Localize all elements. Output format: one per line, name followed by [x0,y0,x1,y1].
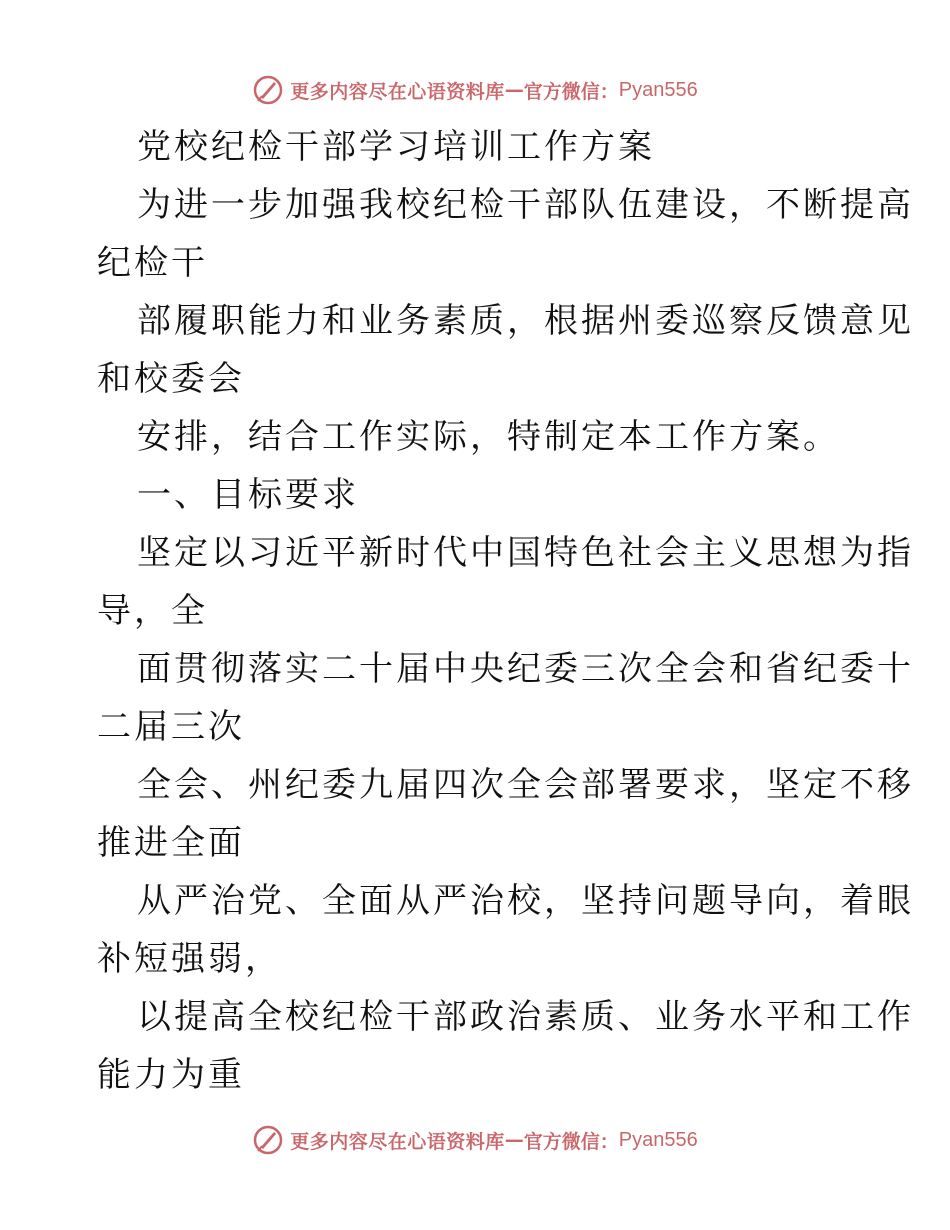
watermark-brand: 更多内容尽在心语资料库 [290,80,505,103]
paragraph-line: 坚定以习近平新时代中国特色社会主义思想为指 [137,533,914,573]
watermark-dash: — [504,79,524,101]
paragraph-line: 安排，结合工作实际，特制定本工作方案。 [137,417,840,457]
watermark-handle: Pyan556 [618,78,698,101]
paragraph-line: 二届三次 [97,707,245,747]
paragraph-line: 从严治党、全面从严治校，坚持问题导向，着眼 [137,881,914,921]
paragraph-line: 面贯彻落实二十届中央纪委三次全会和省纪委十 [137,649,914,689]
section-heading: 一、目标要求 [137,475,359,515]
paragraph-line: 为进一步加强我校纪检干部队伍建设，不断提高 [137,185,914,225]
quill-logo-icon [252,74,284,106]
header-watermark [0,70,950,110]
watermark-dash: — [504,1129,524,1151]
paragraph-line: 纪检干 [97,243,208,283]
document-body [97,118,914,1104]
paragraph-line: 部履职能力和业务素质，根据州委巡察反馈意见 [137,301,914,341]
watermark-brand: 更多内容尽在心语资料库 [290,1130,505,1153]
paragraph-line: 补短强弱， [97,939,282,979]
paragraph-line: 能力为重 [97,1055,245,1095]
paragraph-line: 全会、州纪委九届四次全会部署要求，坚定不移 [137,765,914,805]
quill-logo-icon [252,1124,284,1156]
paragraph-line: 推进全面 [97,823,245,863]
paragraph-line: 以提高全校纪检干部政治素质、业务水平和工作 [137,997,914,1037]
paragraph-line: 和校委会 [97,359,245,399]
watermark-wechat-label: 官方微信： [523,80,619,103]
watermark-wechat-label: 官方微信： [523,1130,619,1153]
watermark-handle: Pyan556 [618,1128,698,1151]
document-title: 党校纪检干部学习培训工作方案 [137,127,655,167]
paragraph-line: 导，全 [97,591,208,631]
footer-watermark [0,1120,950,1160]
